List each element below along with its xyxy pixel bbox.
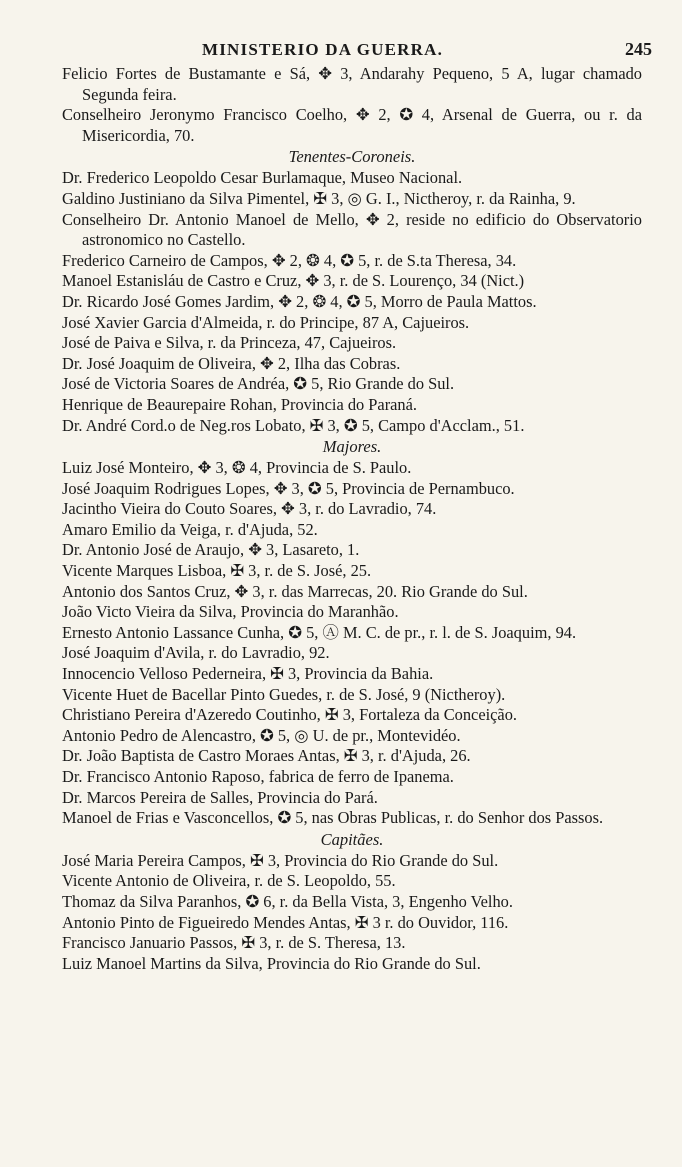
list-entry: José Joaquim d'Avila, r. do Lavradio, 92. <box>62 643 330 663</box>
list-entry: Manoel Estanisláu de Castro e Cruz, ✥ 3, r. de S. Lourenço, 34 (Nict.) <box>62 271 525 291</box>
list-entry: Antonio Pinto de Figueiredo Mendes Antas, ✠ 3 r. do Ouvidor, 116. <box>62 912 509 932</box>
page-header <box>62 36 652 62</box>
list-entry: Innocencio Velloso Pederneira, ✠ 3, Provincia da Bahia. <box>62 664 434 684</box>
list-entry: Dr. Frederico Leopoldo Cesar Burlamaque, Museo Nacional. <box>62 168 463 188</box>
list-entry: Vicente Marques Lisboa, ✠ 3, r. de S. José, 25. <box>62 561 372 581</box>
list-entry: Antonio Pedro de Alencastro, ✪ 5, ◎ U. de pr., Montevidéo. <box>62 725 461 745</box>
list-entry: José Maria Pereira Campos, ✠ 3, Provincia do Rio Grande do Sul. <box>62 850 499 870</box>
section-continuation <box>62 64 642 146</box>
list-entry: Dr. Marcos Pereira de Salles, Provincia do Pará. <box>62 787 378 807</box>
list-entry: João Victo Vieira da Silva, Provincia do Maranhão. <box>62 602 399 622</box>
list-entry: Henrique de Beaurepaire Rohan, Provincia do Paraná. <box>62 394 417 414</box>
list-entry: Felicio Fortes de Bustamante e Sá, ✥ 3, Andarahy Pequeno, 5 A, lugar chamado Segunda feira. <box>62 64 642 104</box>
list-entry: José de Victoria Soares de Andréa, ✪ 5, Rio Grande do Sul. <box>62 374 455 394</box>
list-entry: José Joaquim Rodrigues Lopes, ✥ 3, ✪ 5, Provincia de Pernambuco. <box>62 478 515 498</box>
list-entry: Antonio dos Santos Cruz, ✥ 3, r. das Marrecas, 20. Rio Grande do Sul. <box>62 581 528 601</box>
list-entry: Conselheiro Jeronymo Francisco Coelho, ✥ 2, ✪ 4, Arsenal de Guerra, ou r. da Misericordia, 70. <box>62 105 642 145</box>
list-entry: Ernesto Antonio Lassance Cunha, ✪ 5, Ⓐ M. C. de pr., r. l. de S. Joaquim, 94. <box>62 622 577 642</box>
list-entry: Thomaz da Silva Paranhos, ✪ 6, r. da Bella Vista, 3, Engenho Velho. <box>62 891 513 911</box>
list-entry: Francisco Januario Passos, ✠ 3, r. de S. Theresa, 13. <box>62 933 406 953</box>
list-entry: Jacintho Vieira do Couto Soares, ✥ 3, r. do Lavradio, 74. <box>62 499 437 519</box>
section-title: Tenentes-Coroneis. <box>288 147 416 167</box>
section-majores <box>62 436 642 829</box>
list-entry: Luiz Manoel Martins da Silva, Provincia do Rio Grande do Sul. <box>62 953 481 973</box>
list-entry: Luiz José Monteiro, ✥ 3, ❂ 4, Provincia de S. Paulo. <box>62 458 412 478</box>
list-entry: Christiano Pereira d'Azeredo Coutinho, ✠ 3, Fortaleza da Conceição. <box>62 705 518 725</box>
list-entry: Vicente Huet de Bacellar Pinto Guedes, r. de S. José, 9 (Nictheroy). <box>62 684 506 704</box>
list-entry: Amaro Emilio da Veiga, r. d'Ajuda, 52. <box>62 519 318 539</box>
list-entry: Dr. André Cord.o de Neg.ros Lobato, ✠ 3, ✪ 5, Campo d'Acclam., 51. <box>62 415 525 435</box>
page-number: 245 <box>625 39 652 59</box>
list-entry: Dr. João Baptista de Castro Moraes Antas, ✠ 3, r. d'Ajuda, 26. <box>62 746 471 766</box>
list-entry: Vicente Antonio de Oliveira, r. de S. Leopoldo, 55. <box>62 871 396 891</box>
list-entry: Manoel de Frias e Vasconcellos, ✪ 5, nas Obras Publicas, r. do Senhor dos Passos. <box>62 808 604 828</box>
page-content <box>62 64 642 974</box>
list-entry: Dr. Antonio José de Araujo, ✥ 3, Lasareto, 1. <box>62 540 360 560</box>
list-entry: Frederico Carneiro de Campos, ✥ 2, ❂ 4, ✪ 5, r. de S.ta Theresa, 34. <box>62 250 517 270</box>
list-entry: José de Paiva e Silva, r. da Princeza, 47, Cajueiros. <box>62 333 397 353</box>
running-head: MINISTERIO DA GUERRA. <box>202 40 444 59</box>
list-entry: Dr. Francisco Antonio Raposo, fabrica de ferro de Ipanema. <box>62 767 454 786</box>
list-entry: Conselheiro Dr. Antonio Manoel de Mello, ✥ 2, reside no edificio do Observatorio astronomico no Castello. <box>62 209 642 250</box>
list-entry: Dr. José Joaquim de Oliveira, ✥ 2, Ilha das Cobras. <box>62 353 401 373</box>
list-entry: Dr. Ricardo José Gomes Jardim, ✥ 2, ❂ 4, ✪ 5, Morro de Paula Mattos. <box>62 291 537 311</box>
section-capitaes <box>62 829 642 975</box>
section-tenentes-coroneis <box>62 146 642 436</box>
list-entry: José Xavier Garcia d'Almeida, r. do Principe, 87 A, Cajueiros. <box>62 312 470 332</box>
section-title: Majores. <box>322 437 382 457</box>
list-entry: Galdino Justiniano da Silva Pimentel, ✠ 3, ◎ G. I., Nictheroy, r. da Rainha, 9. <box>62 188 576 208</box>
section-title: Capitães. <box>320 829 384 849</box>
